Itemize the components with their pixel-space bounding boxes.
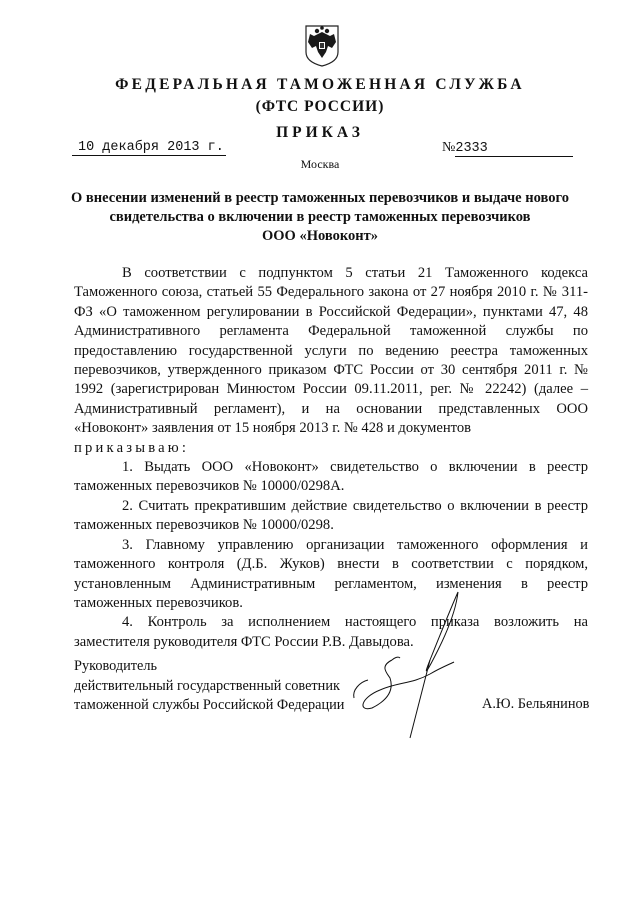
document-type: ПРИКАЗ bbox=[276, 124, 364, 141]
order-number-value: 2333 bbox=[455, 141, 573, 157]
position-line: таможенной службы Российской Федерации bbox=[74, 697, 345, 714]
order-item: 2. Считать прекратившим действие свидетельство о включении в реестр таможенных перевозчиков № 10000/0298. bbox=[74, 497, 588, 534]
preamble-paragraph: В соответствии с подпунктом 5 статьи 21 Таможенного кодекса Таможенного союза, статьей 55 Федерального закона от 27 ноября 2010 г. № 311-ФЗ «О таможенном регулировании в Российской Федерации», пунктами 47, 48 Административного регламента Федеральной таможенной службы по предоставлению государственной услуги по ведению реестра таможенных перевозчиков, утвержденного приказом ФТС России от 30 сентября 2011 г. № 1992 (зарегистрирован Минюстом России 09.11.2011, рег. № 22242) (далее – Административный регламент), и на основании представленных ООО «Новоконт» заявления от 15 ноября 2013 г. № 428 и документов bbox=[74, 265, 588, 437]
order-item: 4. Контроль за исполнением настоящего приказа возложить на заместителя руководителя ФТС России Р.В. Давыдова. bbox=[74, 614, 588, 650]
city: Москва bbox=[300, 157, 340, 171]
handwritten-signature-icon bbox=[350, 590, 480, 750]
signatory-position bbox=[74, 657, 344, 716]
position-line: действительный государственный советник bbox=[74, 677, 340, 694]
order-date: 10 декабря 2013 г. bbox=[72, 140, 226, 156]
organization-short-name: (ФТС РОССИИ) bbox=[255, 98, 385, 115]
number-sign: № bbox=[442, 140, 456, 155]
title-line: свидетельства о включении в реестр таможенных перевозчиков bbox=[109, 209, 531, 225]
russian-coat-of-arms-icon bbox=[300, 22, 344, 68]
order-number bbox=[442, 140, 587, 157]
order-body bbox=[74, 264, 588, 652]
order-item: 1. Выдать ООО «Новоконт» свидетельство о включении в реестр таможенных перевозчиков № 10000/0298А. bbox=[74, 459, 588, 495]
order-item: 3. Главному управлению организации таможенного оформления и таможенного контроля (Д.Б. Жуков) внести в соответствии с порядком, установленным Административным регламентом, изменения в реестр таможенных перевозчиков. bbox=[74, 536, 588, 611]
order-word: приказываю: bbox=[74, 439, 190, 456]
title-line: ООО «Новоконт» bbox=[262, 228, 378, 244]
position-line: Руководитель bbox=[74, 658, 158, 674]
organization-name: ФЕДЕРАЛЬНАЯ ТАМОЖЕННАЯ СЛУЖБА bbox=[115, 76, 525, 93]
signatory-name: А.Ю. Бельянинов bbox=[482, 696, 590, 712]
order-title bbox=[70, 189, 570, 246]
title-line: О внесении изменений в реестр таможенных перевозчиков и выдаче нового bbox=[71, 190, 569, 206]
